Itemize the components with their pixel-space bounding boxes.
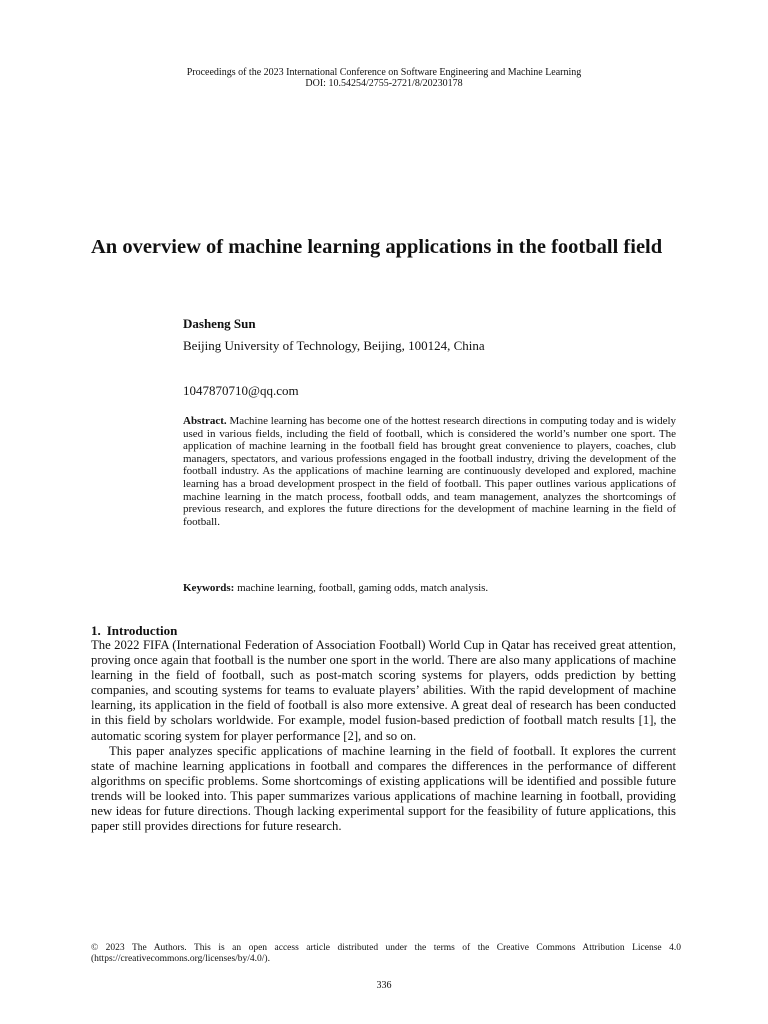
license-footnote: © 2023 The Authors. This is an open access article distributed under the terms of the Creative Commons Attribution License 4.0 (https://creativecommons.org/licenses/by/4.0/). [91, 943, 681, 964]
paragraph: The 2022 FIFA (International Federation of Association Football) World Cup in Qatar has received great attention, proving once again that football is the number one sport in the world. There are also many applications of machine learning in the field of football, such as post-match scoring systems for players, odds prediction by betting companies, and scouting systems for teams to evaluate players’ abilities. With the rapid development of machine learning, its application in the field of football is also more extensive. A great deal of research has been conducted in this field by scholars worldwide. For example, model fusion-based prediction of football match results [1], the automatic scoring system for player performance [2], and so on. [91, 638, 676, 743]
paragraph: This paper analyzes specific applications of machine learning in the field of football. It explores the current state of machine learning applications in football and compares the differences in the performance of different algorithms on specific problems. Some shortcomings of existing applications will be identified and possible future trends will be looked into. This paper summarizes various applications of machine learning in football, providing new ideas for future directions. Though lacking experimental support for the feasibility of future applications, this paper still provides directions for future research. [91, 743, 676, 834]
introduction-body [91, 638, 676, 834]
running-header [0, 67, 768, 89]
proceedings-line: Proceedings of the 2023 International Conference on Software Engineering and Machine Learning [186, 67, 582, 78]
section-heading-introduction [91, 623, 177, 638]
keywords-text: machine learning, football, gaming odds, match analysis. [237, 582, 489, 594]
doi-line: DOI: 10.54254/2755-2721/8/20230178 [305, 78, 463, 89]
keywords [183, 582, 676, 595]
author-name: Dasheng Sun [183, 316, 256, 331]
paper-title: An overview of machine learning applications in the football field [91, 236, 663, 258]
abstract-text: Machine learning has become one of the hottest research directions in computing today and is widely used in various fields, including the field of football, which is considered the world’s number one sport. The application of machine learning in the football field has brought great convenience to players, coaches, club managers, spectators, and various professions engaged in the football industry, driving the development of the football industry. As the applications of machine learning are continuously developed and explored, machine learning has a broad development prospect in the field of football. This paper outlines various applications of machine learning in the match process, football odds, and team management, analyzes the shortcomings of previous research, and explores the future directions for the development of machine learning in the field of football. [183, 415, 677, 528]
author-affiliation: Beijing University of Technology, Beijing, 100124, China [183, 338, 485, 353]
abstract-label: Abstract. [183, 415, 227, 427]
page-number: 336 [376, 980, 392, 991]
author-email[interactable]: 1047870710@qq.com [183, 383, 299, 398]
section-number: 1. [91, 623, 101, 638]
section-title: Introduction [106, 623, 178, 638]
keywords-label: Keywords: [183, 582, 235, 594]
abstract [183, 415, 676, 528]
